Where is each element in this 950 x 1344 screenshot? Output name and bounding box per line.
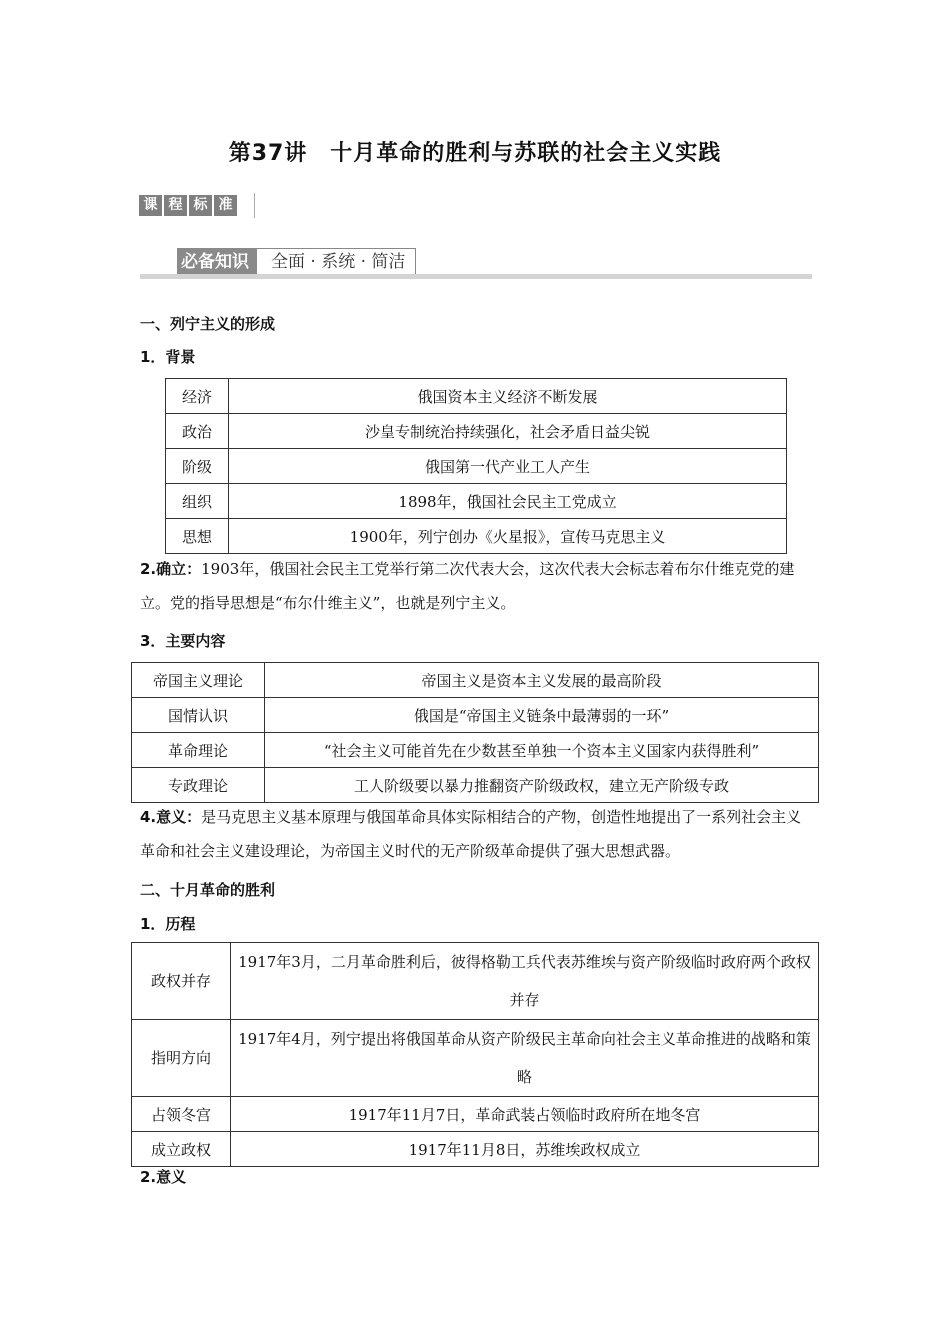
- content-table: [131, 662, 819, 803]
- cell-key: 组织: [166, 484, 229, 519]
- badge-char: 准: [214, 195, 237, 216]
- cell-key: 思想: [166, 519, 229, 554]
- meaning-text: 是马克思主义基本原理与俄国革命具体实际相结合的产物，创造性地提出了一系列社会主义革命和社会主义建设理论，为帝国主义时代的无产阶级革命提供了强大思想武器。: [140, 808, 802, 860]
- meaning-paragraph: [140, 800, 815, 868]
- cell-key: 政权并存: [132, 943, 231, 1020]
- cell-key: 阶级: [166, 449, 229, 484]
- cell-value: 1917年3月，二月革命胜利后，彼得格勒工兵代表苏维埃与资产阶级临时政府两个政权并存: [231, 943, 819, 1020]
- cell-value: 1917年4月，列宁提出将俄国革命从资产阶级民主革命向社会主义革命推进的战略和策略: [231, 1020, 819, 1097]
- process-table: [131, 942, 819, 1167]
- table-row: [166, 414, 787, 449]
- banner-left: 必备知识: [177, 248, 257, 276]
- sub1-text: 1．背景: [140, 348, 196, 366]
- cell-value: 沙皇专制统治持续强化，社会矛盾日益尖锐: [229, 414, 787, 449]
- page-title: 第37讲 十月革命的胜利与苏联的社会主义实践: [228, 141, 722, 166]
- cell-value: 工人阶级要以暴力推翻资产阶级政权，建立无产阶级专政: [265, 768, 819, 803]
- cell-key: 成立政权: [132, 1132, 231, 1167]
- badge-char: 课: [139, 195, 162, 216]
- table-row: [132, 698, 819, 733]
- banner-rule: [140, 274, 812, 279]
- section1-sub1: [140, 346, 195, 367]
- badge-char: 标: [189, 195, 212, 216]
- cell-key: 革命理论: [132, 733, 265, 768]
- cell-value: “社会主义可能首先在少数甚至单独一个资本主义国家内获得胜利”: [265, 733, 819, 768]
- background-table: [165, 378, 787, 554]
- establish-text: 1903年，俄国社会民主工党举行第二次代表大会，这次代表大会标志着布尔什维克党的建立。党的指导思想是“布尔什维主义”，也就是列宁主义。: [140, 560, 795, 612]
- cell-value: 俄国是“帝国主义链条中最薄弱的一环”: [265, 698, 819, 733]
- section2-heading: 二、十月革命的胜利: [140, 881, 276, 899]
- section2-sub2: 2.意义: [140, 1168, 187, 1186]
- table-row: [132, 943, 819, 1020]
- meaning-label: 4.意义：: [140, 808, 202, 826]
- cell-key: 政治: [166, 414, 229, 449]
- table-row: [166, 379, 787, 414]
- table-row: [166, 519, 787, 554]
- establish-label: 2.确立：: [140, 560, 202, 578]
- table-row: [166, 449, 787, 484]
- section1-sub3: 3．主要内容: [140, 632, 226, 650]
- table-row: [132, 768, 819, 803]
- cell-value: 1917年11月7日，革命武装占领临时政府所在地冬宫: [231, 1097, 819, 1132]
- cell-value: 1917年11月8日，苏维埃政权成立: [231, 1132, 819, 1167]
- course-standard-badge: [139, 195, 239, 216]
- badge-divider: [254, 193, 255, 218]
- cell-key: 国情认识: [132, 698, 265, 733]
- badge-char: 程: [164, 195, 187, 216]
- section1-heading: 一、列宁主义的形成: [140, 315, 276, 333]
- cell-key: 专政理论: [132, 768, 265, 803]
- table-row: [132, 1132, 819, 1167]
- table-row: [166, 484, 787, 519]
- table-row: [132, 1020, 819, 1097]
- banner-right: 全面 · 系统 · 简洁: [257, 248, 416, 276]
- cell-value: 1898年，俄国社会民主工党成立: [229, 484, 787, 519]
- cell-key: 指明方向: [132, 1020, 231, 1097]
- cell-key: 帝国主义理论: [132, 663, 265, 698]
- section2-sub1: 1．历程: [140, 915, 196, 933]
- cell-value: 俄国资本主义经济不断发展: [229, 379, 787, 414]
- cell-value: 1900年，列宁创办《火星报》，宣传马克思主义: [229, 519, 787, 554]
- table-row: [132, 733, 819, 768]
- cell-key: 经济: [166, 379, 229, 414]
- cell-value: 帝国主义是资本主义发展的最高阶段: [265, 663, 819, 698]
- table-row: [132, 1097, 819, 1132]
- table-row: [132, 663, 819, 698]
- establish-paragraph: [140, 552, 815, 620]
- cell-key: 占领冬宫: [132, 1097, 231, 1132]
- knowledge-banner: [177, 248, 416, 276]
- cell-value: 俄国第一代产业工人产生: [229, 449, 787, 484]
